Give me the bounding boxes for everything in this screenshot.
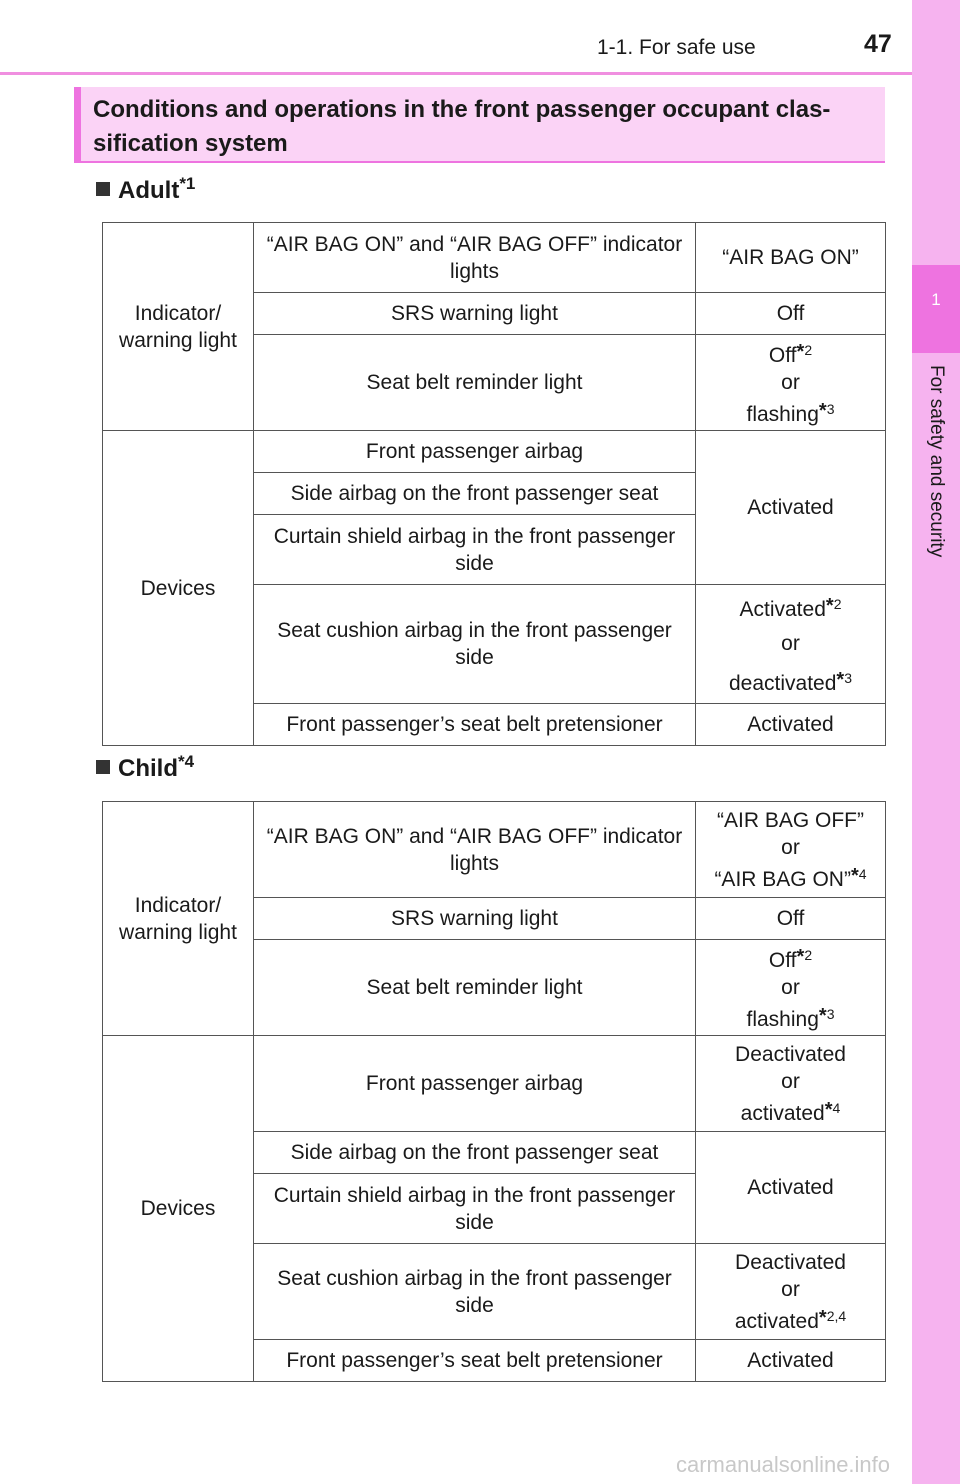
- status-text: Deactivated: [735, 1250, 846, 1274]
- child-table: [102, 801, 886, 1382]
- child-heading-mark: *4: [178, 752, 195, 771]
- footnote-number: 3: [844, 670, 852, 686]
- footnote-mark: *2: [825, 595, 842, 617]
- footnote-number: 2,4: [826, 1307, 847, 1324]
- conditions-title-line2: sification system: [93, 130, 288, 157]
- item-cell: Seat belt reminder light: [254, 335, 696, 431]
- item-cell: SRS warning light: [254, 293, 696, 335]
- status-text: flashing: [746, 403, 819, 426]
- adult-heading-text: Adult: [118, 177, 180, 204]
- adult-heading-mark: *1: [179, 174, 196, 193]
- status-text: deactivated: [728, 672, 837, 695]
- table-row: [103, 431, 886, 473]
- indicator-label: Indicator/ warning light: [103, 223, 254, 431]
- footnote-number: 3: [826, 401, 835, 417]
- footnote-mark: *4: [850, 864, 867, 887]
- status-text: flashing: [746, 1008, 819, 1031]
- item-cell: Curtain shield airbag in the front passenger side: [254, 515, 696, 585]
- or-text: or: [781, 976, 800, 999]
- status-text: “AIR BAG ON”: [714, 867, 851, 891]
- square-bullet-icon: [96, 760, 110, 774]
- table-row: [103, 802, 886, 898]
- footnote-number: 3: [826, 1006, 835, 1022]
- devices-label: Devices: [103, 431, 254, 746]
- footnote-mark: *2: [796, 341, 813, 363]
- footnote-number: 2: [833, 596, 842, 612]
- item-cell: Seat cushion airbag in the front passenger side: [254, 1244, 696, 1340]
- status-cell: [696, 1244, 886, 1340]
- header-rule: [0, 72, 912, 75]
- status-cell: Off: [696, 293, 886, 335]
- adult-heading: [96, 174, 195, 205]
- status-cell: Activated: [696, 1340, 886, 1382]
- footnote-mark: *3: [818, 400, 835, 422]
- item-cell: Front passenger airbag: [254, 1036, 696, 1132]
- or-text: or: [781, 371, 800, 394]
- status-text: “AIR BAG OFF”: [717, 808, 864, 832]
- footnote-number: 2: [804, 947, 813, 963]
- footnote-number: 4: [832, 1099, 841, 1116]
- item-cell: SRS warning light: [254, 898, 696, 940]
- item-cell: Front passenger’s seat belt pretensioner: [254, 704, 696, 746]
- status-cell: [696, 335, 886, 431]
- footnote-mark: *3: [836, 669, 852, 691]
- footnote-mark: *4: [824, 1098, 841, 1121]
- item-cell: “AIR BAG ON” and “AIR BAG OFF” indicator lights: [254, 802, 696, 898]
- footnote-mark: *2: [796, 946, 813, 968]
- status-cell: Off: [696, 898, 886, 940]
- child-heading: [96, 752, 194, 783]
- section-label: 1-1. For safe use: [597, 36, 756, 59]
- status-text: Activated: [739, 598, 826, 621]
- item-cell: Side airbag on the front passenger seat: [254, 473, 696, 515]
- footnote-mark: *3: [818, 1005, 835, 1027]
- or-text: or: [781, 1277, 800, 1301]
- child-heading-text: Child: [118, 755, 178, 782]
- or-text: or: [781, 835, 800, 859]
- item-cell: Curtain shield airbag in the front passenger side: [254, 1174, 696, 1244]
- indicator-label: Indicator/ warning light: [103, 802, 254, 1036]
- footnote-mark: *2,4: [818, 1306, 847, 1329]
- status-text: Deactivated: [735, 1042, 846, 1066]
- or-text: or: [781, 632, 800, 655]
- table-row: [103, 1036, 886, 1132]
- square-bullet-icon: [96, 182, 110, 196]
- conditions-heading-box: [74, 87, 885, 163]
- footnote-number: 2: [804, 342, 813, 358]
- page-number: 47: [864, 30, 892, 58]
- status-text: Off: [768, 949, 797, 972]
- devices-label: Devices: [103, 1036, 254, 1382]
- item-cell: “AIR BAG ON” and “AIR BAG OFF” indicator lights: [254, 223, 696, 293]
- chapter-title: For safety and security: [926, 365, 947, 558]
- conditions-title-line1: Conditions and operations in the front passenger occupant clas-: [93, 96, 831, 123]
- status-cell: [696, 1036, 886, 1132]
- status-text: Off: [768, 344, 797, 367]
- item-cell: Front passenger’s seat belt pretensioner: [254, 1340, 696, 1382]
- status-cell: [696, 585, 886, 704]
- item-cell: Seat cushion airbag in the front passenger side: [254, 585, 696, 704]
- chapter-sidebar: [912, 0, 960, 1484]
- item-cell: Side airbag on the front passenger seat: [254, 1132, 696, 1174]
- status-cell: Activated: [696, 431, 886, 585]
- chapter-number-tab[interactable]: 1: [912, 265, 960, 353]
- watermark: carmanualsonline.info: [676, 1452, 891, 1477]
- status-cell: [696, 940, 886, 1036]
- adult-table: [102, 222, 886, 746]
- status-cell: “AIR BAG ON”: [696, 223, 886, 293]
- status-cell: Activated: [696, 704, 886, 746]
- status-cell: [696, 802, 886, 898]
- footnote-number: 4: [858, 865, 867, 882]
- status-text: activated: [734, 1309, 819, 1333]
- item-cell: Seat belt reminder light: [254, 940, 696, 1036]
- item-cell: Front passenger airbag: [254, 431, 696, 473]
- status-text: activated: [740, 1101, 825, 1125]
- status-cell: Activated: [696, 1132, 886, 1244]
- or-text: or: [781, 1069, 800, 1093]
- table-row: [103, 223, 886, 293]
